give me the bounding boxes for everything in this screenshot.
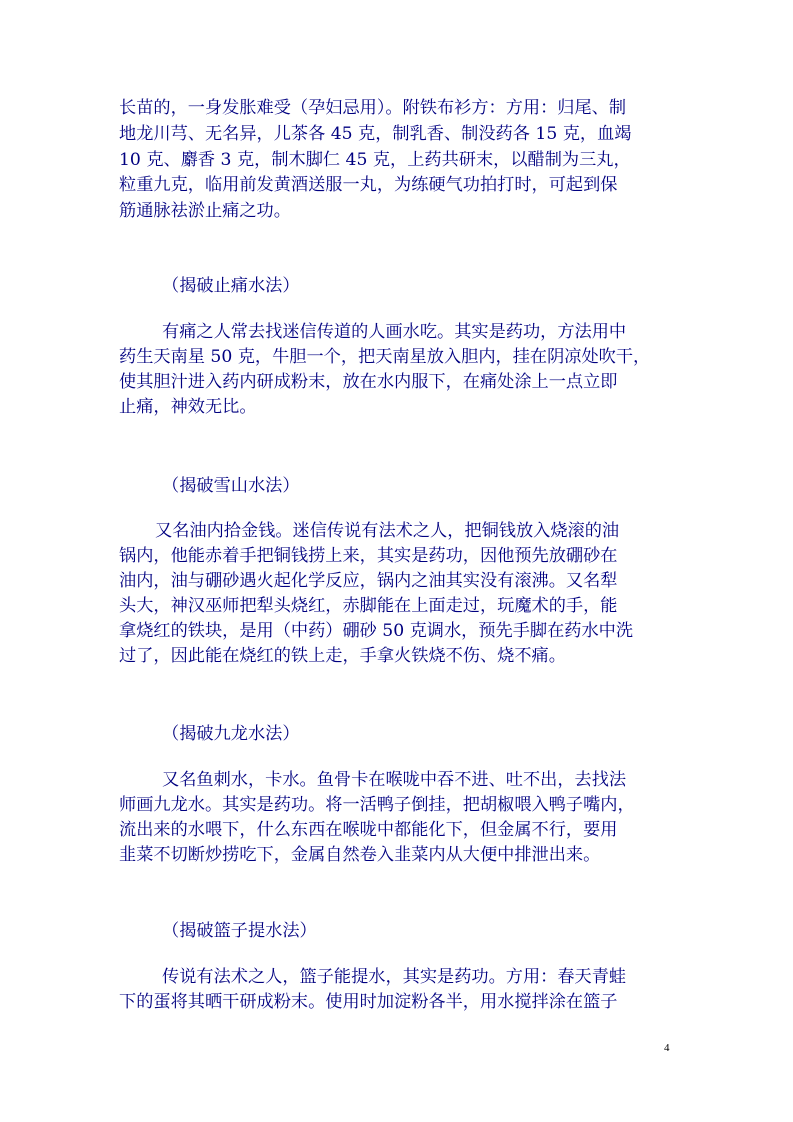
paragraph-line: 锅内，他能赤着手把铜钱捞上来，其实是药功，因他预先放硼砂在: [119, 546, 618, 566]
paragraph-line: 下的蛋将其晒干研成粉末。使用时加淀粉各半，用水搅拌涂在篮子: [119, 992, 618, 1012]
paragraph-line: 止痛，神效无比。: [119, 397, 257, 417]
section-heading: （揭破篮子提水法）: [162, 921, 317, 941]
section-heading: （揭破九龙水法）: [162, 724, 300, 744]
paragraph-line: 韭菜不切断炒捞吃下，金属自然卷入韭菜内从大便中排泄出来。: [119, 845, 601, 865]
paragraph-line: 又名鱼刺水，卡水。鱼骨卡在喉咙中吞不进、吐不出，去找法: [162, 770, 627, 790]
paragraph-line: 长苗的，一身发胀难受（孕妇忌用）。附铁布衫方：方用：归尾、制: [119, 98, 627, 118]
paragraph-line: 油内，油与硼砂遇火起化学反应，锅内之油其实没有滚沸。又名犁: [119, 571, 618, 591]
paragraph-line: 传说有法术之人，篮子能提水，其实是药功。方用：春天青蛙: [162, 967, 627, 987]
section-heading: （揭破雪山水法）: [162, 476, 300, 496]
paragraph-line: 拿烧红的铁块，是用（中药）硼砂 50 克调水，预先手脚在药水中洗: [119, 621, 634, 641]
paragraph-line: 有痛之人常去找迷信传道的人画水吃。其实是药功，方法用中: [162, 322, 627, 342]
paragraph-line: 头大，神汉巫师把犁头烧红，赤脚能在上面走过，玩魔术的手，能: [119, 596, 618, 616]
paragraph-line: 药生天南星 50 克，牛胆一个，把天南星放入胆内，挂在阴凉处吹干，: [119, 347, 651, 367]
paragraph-line: 使其胆汁进入药内研成粉末，放在水内服下，在痛处涂上一点立即: [119, 372, 618, 392]
paragraph-line: 筋通脉祛淤止痛之功。: [119, 201, 291, 221]
section-heading: （揭破止痛水法）: [162, 276, 300, 296]
paragraph-line: 流出来的水喂下，什么东西在喉咙中都能化下，但金属不行，要用: [119, 820, 618, 840]
page-number: 4: [664, 1042, 670, 1054]
paragraph-line: 师画九龙水。其实是药功。将一活鸭子倒挂，把胡椒喂入鸭子嘴内，: [119, 795, 635, 815]
paragraph-line: 粒重九克，临用前发黄酒送服一丸，为练硬气功拍打时，可起到保: [119, 175, 618, 195]
paragraph-line: 又名油内拾金钱。迷信传说有法术之人，把铜钱放入烧滚的油: [155, 521, 620, 541]
paragraph-line: 地龙川芎、无名异，儿茶各 45 克，制乳香、制没药各 15 克，血竭: [119, 124, 632, 144]
paragraph-line: 10 克、麝香 3 克，制木脚仁 45 克，上药共研末，以醋制为三丸，: [119, 150, 631, 170]
paragraph-line: 过了，因此能在烧红的铁上走，手拿火铁烧不伤、烧不痛。: [119, 646, 566, 666]
